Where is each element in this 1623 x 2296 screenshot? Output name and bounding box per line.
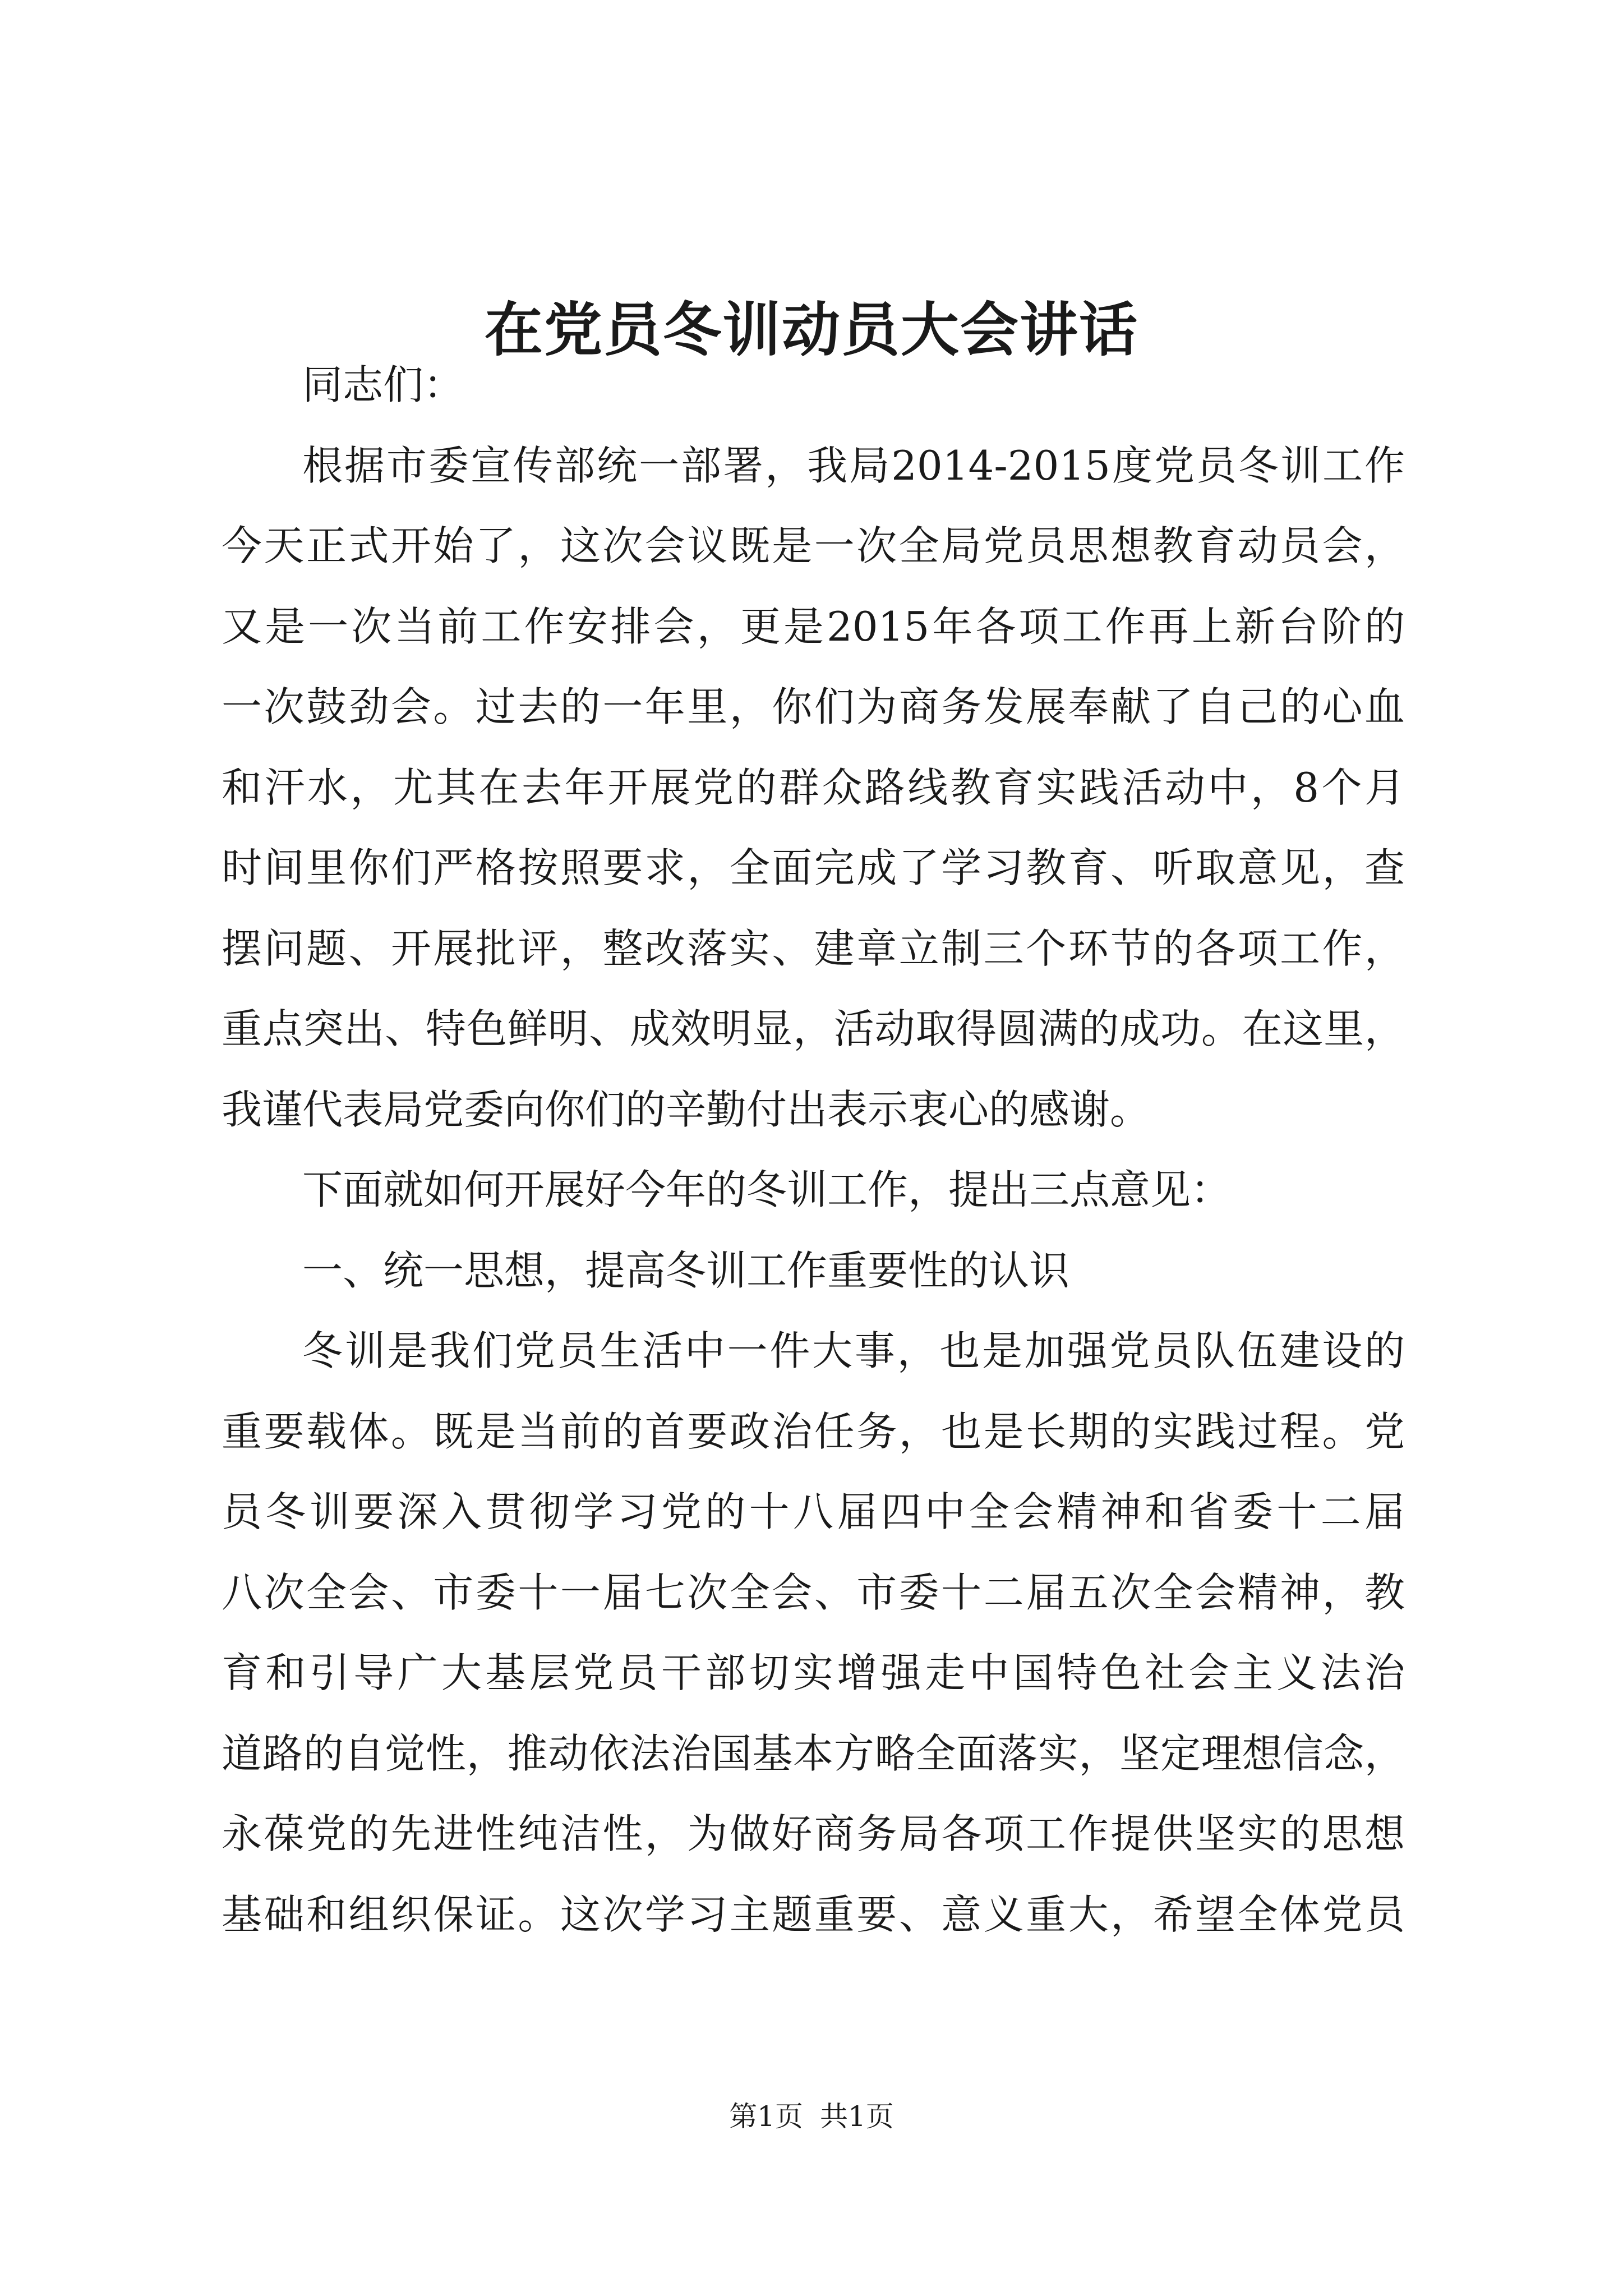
page-total: 共1页 (820, 2100, 894, 2133)
page-footer (0, 2097, 1623, 2136)
text-line: 重要载体。既是当前的首要政治任务，也是长期的实践过程。党 (222, 1407, 1405, 1455)
text-line: 根据市委宣传部统一部署，我局2014-2015度党员冬训工作 (302, 441, 1405, 489)
text-line: 道路的自觉性，推动依法治国基本方略全面落实，坚定理想信念， (222, 1729, 1405, 1777)
text-line: 今天正式开始了，这次会议既是一次全局党员思想教育动员会， (222, 522, 1405, 569)
text-line: 和汗水，尤其在去年开展党的群众路线教育实践活动中，8个月 (222, 763, 1405, 811)
text-line: 时间里你们严格按照要求，全面完成了学习教育、听取意见，查 (222, 844, 1405, 891)
text-line: 同志们： (302, 361, 464, 408)
text-line: 八次全会、市委十一届七次全会、市委十二届五次全会精神，教 (222, 1568, 1405, 1616)
text-line: 员冬训要深入贯彻学习党的十八届四中全会精神和省委十二届 (222, 1488, 1405, 1535)
text-line: 又是一次当前工作安排会，更是2015年各项工作再上新台阶的 (222, 602, 1405, 650)
document-body (222, 345, 1405, 1955)
text-line: 一、统一思想，提高冬训工作重要性的认识 (302, 1246, 1070, 1294)
text-line: 一次鼓劲会。过去的一年里，你们为商务发展奉献了自己的心血 (222, 683, 1405, 730)
text-line: 下面就如何开展好今年的冬训工作，提出三点意见： (302, 1166, 1232, 1213)
page-number: 第1页 (729, 2100, 803, 2133)
text-line: 基础和组织保证。这次学习主题重要、意义重大，希望全体党员 (222, 1890, 1405, 1938)
text-line: 冬训是我们党员生活中一件大事，也是加强党员队伍建设的 (302, 1327, 1405, 1374)
document-title: 在党员冬训动员大会讲话 (484, 295, 1138, 364)
text-line: 育和引导广大基层党员干部切实增强走中国特色社会主义法治 (222, 1649, 1405, 1696)
text-line: 重点突出、特色鲜明、成效明显，活动取得圆满的成功。在这里， (222, 1005, 1405, 1052)
text-line: 我谨代表局党委向你们的辛勤付出表示衷心的感谢。 (222, 1085, 1151, 1133)
text-line: 永葆党的先进性纯洁性，为做好商务局各项工作提供坚实的思想 (222, 1810, 1405, 1857)
text-line: 摆问题、开展批评，整改落实、建章立制三个环节的各项工作， (222, 924, 1405, 972)
